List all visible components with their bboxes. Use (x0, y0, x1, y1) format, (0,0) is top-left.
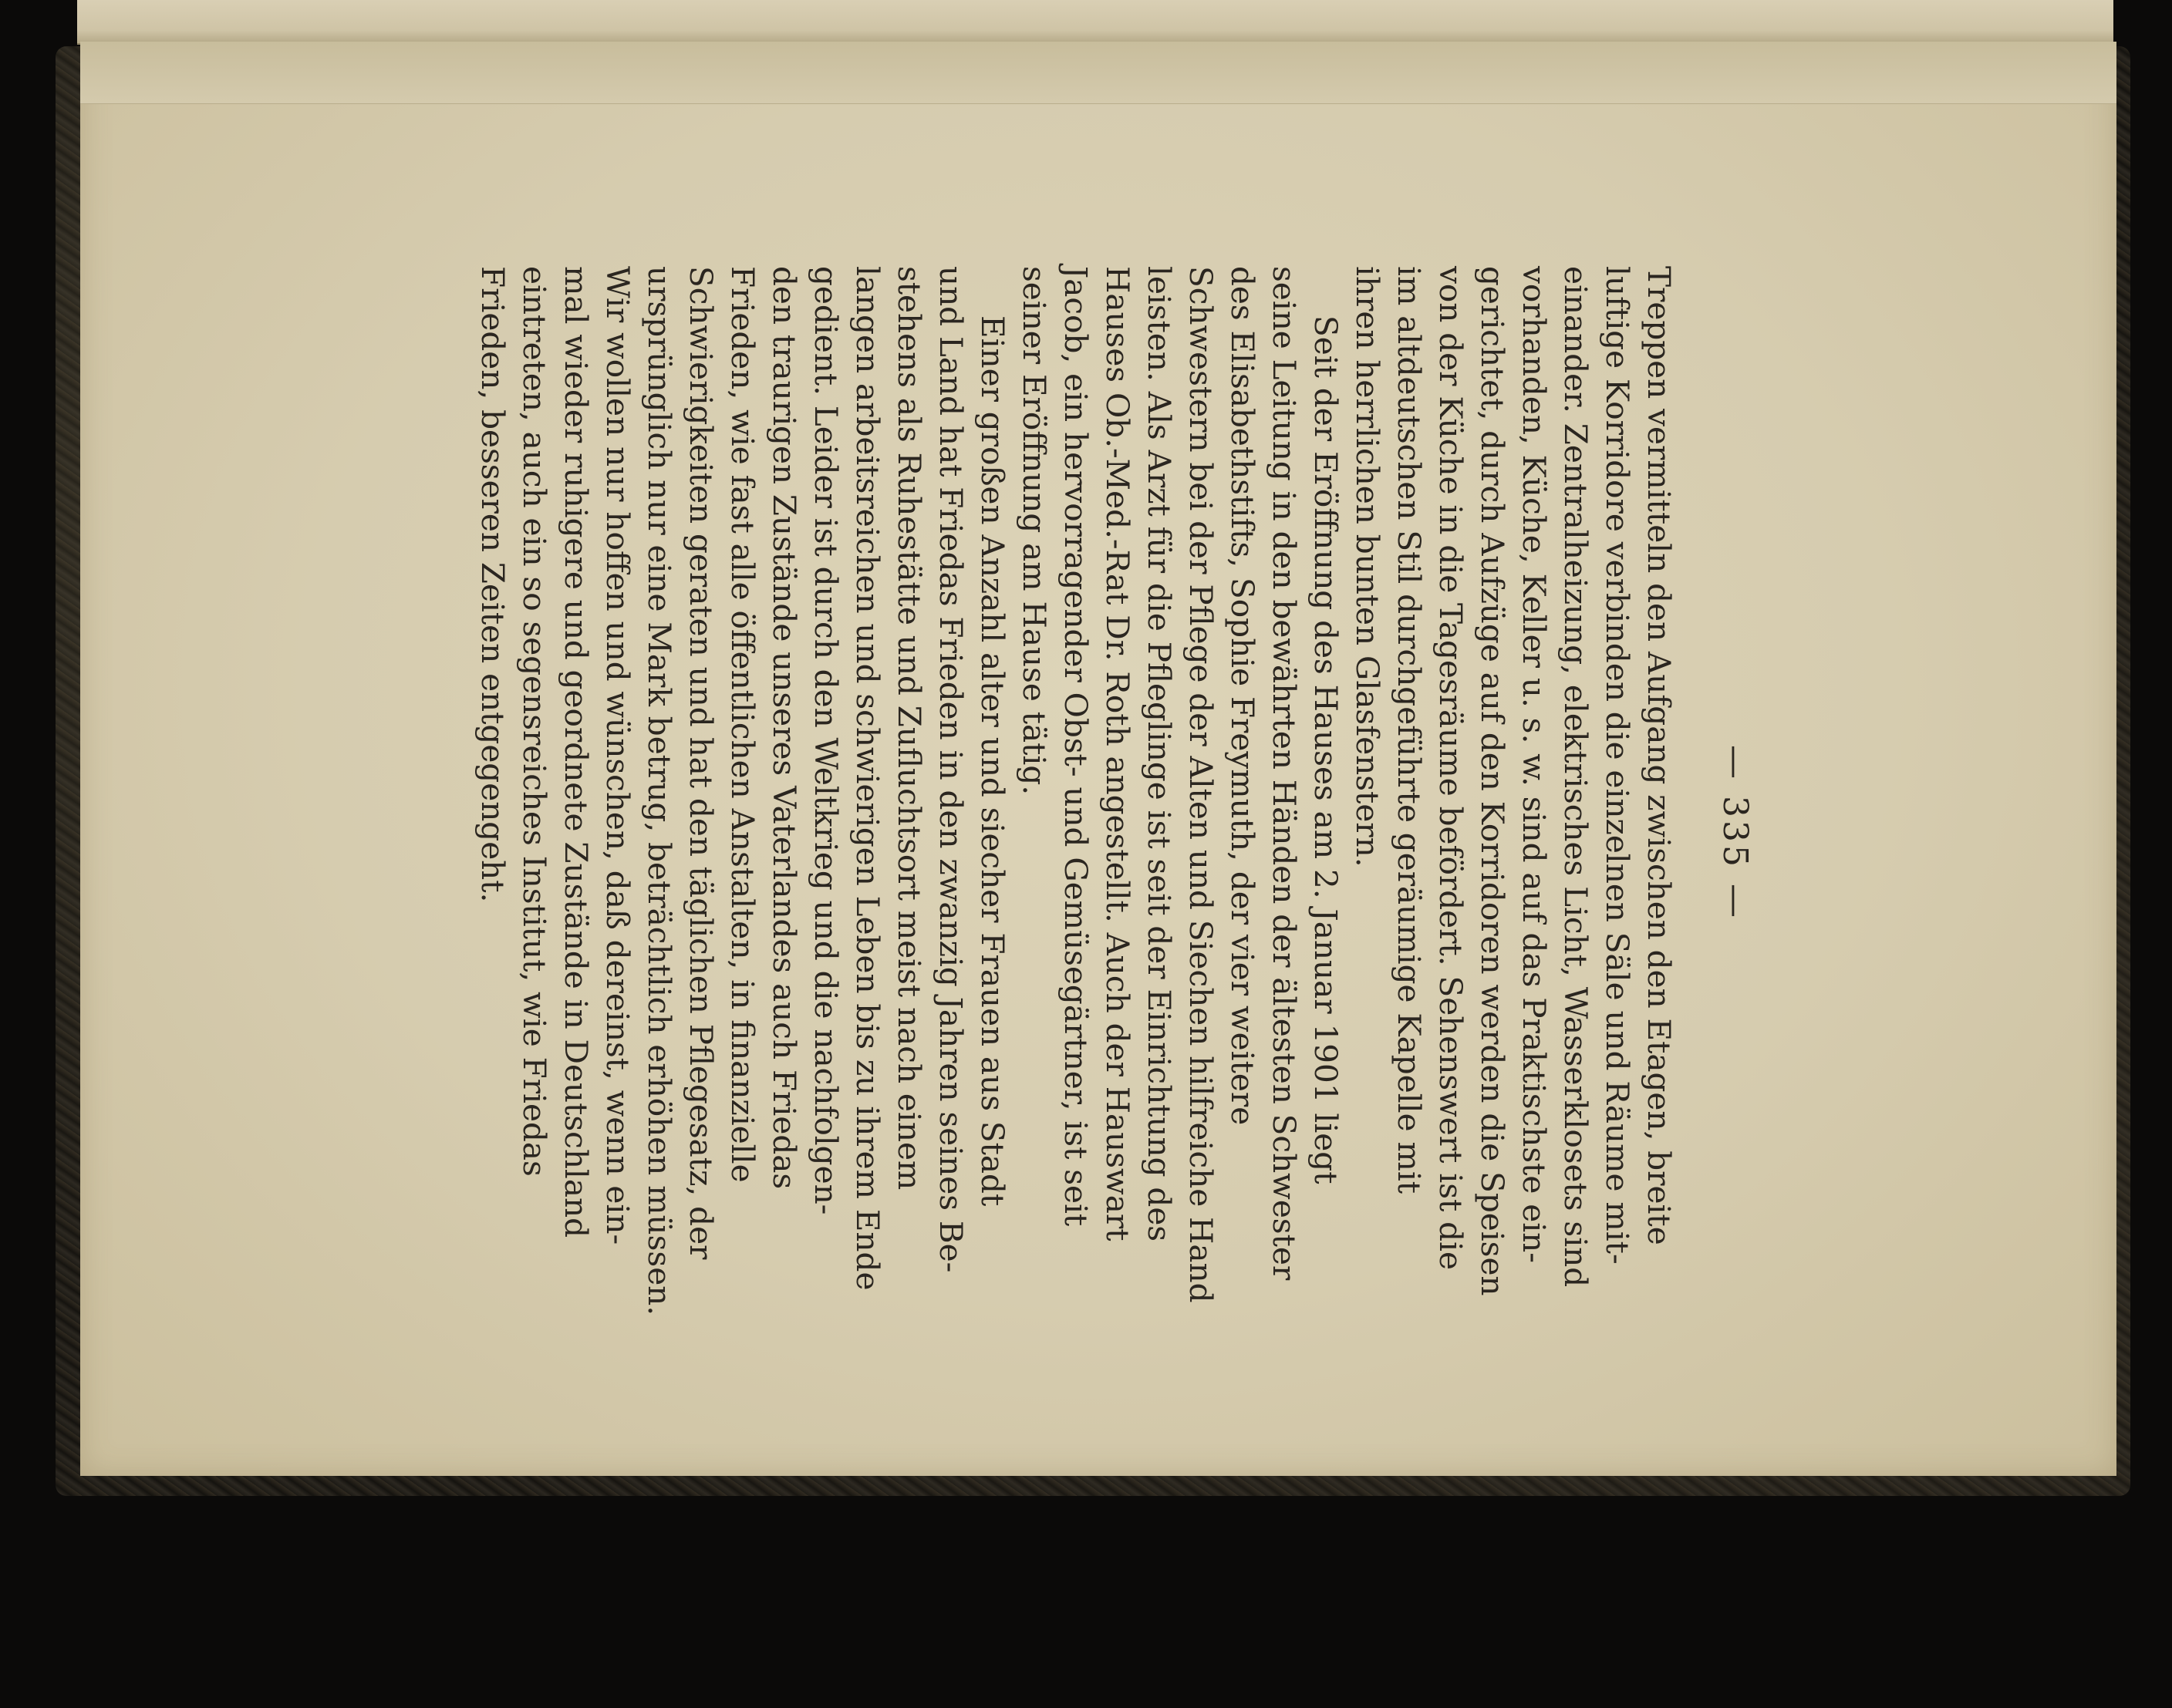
text-line: und Land hat Friedas Frieden in den zwanzig Jahren seines Be- (933, 266, 970, 1273)
text-line: mal wieder ruhigere und geordnete Zustände in Deutschland (558, 266, 595, 1238)
text-line: von der Küche in die Tagesräume befördert. Sehenswert ist die (1432, 266, 1469, 1270)
text-line: ursprünglich nur eine Mark betrug, beträchtlich erhöhen müssen. (641, 266, 678, 1316)
text-line: vorhanden, Küche, Keller u. s. w. sind auf das Praktischste ein- (1516, 266, 1553, 1263)
text-line: gerichtet, durch Aufzüge auf den Korridoren werden die Speisen (1474, 266, 1511, 1296)
text-line: Jacob, ein hervorragender Obst- und Gemüsegärtner, ist seit (1057, 266, 1094, 1227)
paragraph-3 (472, 266, 1013, 1400)
text-line: eintreten, auch ein so segensreiches Institut, wie Friedas (516, 266, 553, 1177)
paragraph-2 (1013, 266, 1347, 1400)
text-line: im altdeutschen Stil durchgeführte geräumige Kapelle mit (1391, 266, 1428, 1194)
text-line: seiner Eröffnung am Hause tätig. (1016, 266, 1053, 796)
text-line: ihren herrlichen bunten Glasfenstern. (1349, 266, 1386, 867)
text-line: leisten. Als Arzt für die Pfleglinge ist seit der Einrichtung des (1141, 266, 1178, 1242)
text-line: Treppen vermitteln den Aufgang zwischen den Etagen, breite (1641, 266, 1678, 1245)
text-line: den traurigen Zustände unseres Vaterlandes auch Friedas (766, 266, 803, 1190)
text-line: Seit der Eröffnung des Hauses am 2. Januar 1901 liegt (1307, 315, 1344, 1184)
page-text-block (474, 266, 1755, 1400)
text-line: Schwierigkeiten geraten und hat den täglichen Pflegesatz, der (683, 266, 720, 1260)
text-line: stehens als Ruhestätte und Zufluchtsort meist nach einem (891, 266, 928, 1191)
text-line: Wir wollen nur hoffen und wünschen, daß dereinst, wenn ein- (599, 266, 636, 1245)
text-line: Frieden, besseren Zeiten entgegengeht. (474, 266, 511, 903)
text-line: seine Leitung in den bewährten Händen der ältesten Schwester (1266, 266, 1303, 1281)
text-line: Einer großen Anzahl alter und siecher Frauen aus Stadt (974, 315, 1011, 1207)
page-number: — 335 — (1715, 745, 1755, 921)
text-line: Hauses Ob.-Med.-Rat Dr. Roth angestellt. Auch der Hauswart (1099, 266, 1136, 1241)
text-line: Frieden, wie fast alle öffentlichen Anstalten, in finanzielle (724, 266, 761, 1183)
text-line: des Elisabethstifts, Sophie Freymuth, der vier weitere (1224, 266, 1261, 1126)
page-fold-strip (80, 42, 2116, 104)
paragraph-1 (1347, 266, 1680, 1400)
text-line: luftige Korridore verbinden die einzelnen Säle und Räume mit- (1599, 266, 1636, 1265)
text-line: gedient. Leider ist durch den Weltkrieg und die nachfolgen- (808, 266, 845, 1215)
text-line: einander. Zentralheizung, elektrisches Licht, Wasserklosets sind (1557, 266, 1594, 1288)
text-line: langen arbeitsreichen und schwierigen Leben bis zu ihrem Ende (849, 266, 886, 1291)
previous-page-edge (77, 0, 2113, 45)
text-line: Schwestern bei der Pflege der Alten und Siechen hilfreiche Hand (1182, 266, 1219, 1303)
